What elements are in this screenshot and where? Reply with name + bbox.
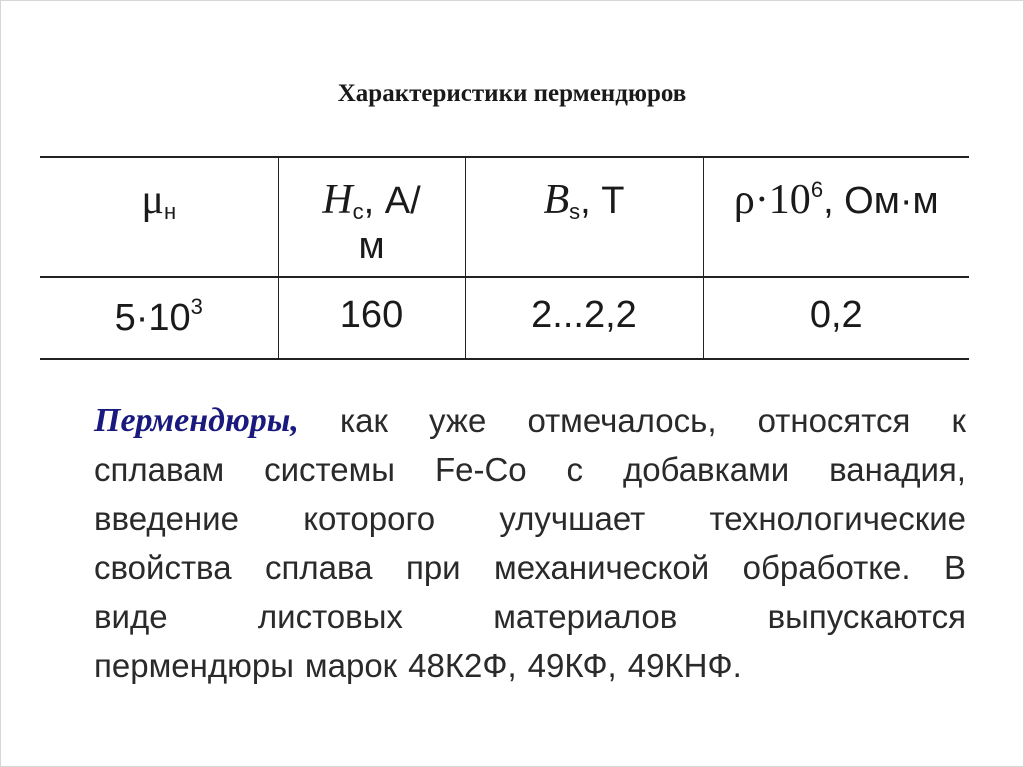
paragraph-line [94,641,966,690]
paragraph-word: выпускаются [767,598,966,635]
cell-bs: 2...2,2 [465,277,703,359]
page-title: Характеристики пермендюров [337,80,687,107]
paragraph-word: системы [264,451,396,488]
paragraph-word: 49КНФ. [627,647,742,684]
paragraph-line [94,396,966,445]
paragraph-word: сплавам [94,451,225,488]
paragraph-lead-term: Пермендюры, [94,402,299,439]
paragraph-word: относятся [757,402,911,439]
paragraph-line [94,494,966,543]
paragraph-word: технологические [709,500,966,537]
paragraph-word: сплава [265,549,373,586]
header-rho: $\rho\cdot 10^6$, Ом·м [703,157,969,277]
paragraph-word: добавками [622,451,790,488]
paragraph-word: уже [429,402,487,439]
paragraph-word: введение [94,500,239,537]
cell-hc: 160 [278,277,465,359]
paragraph-word: 48К2Ф, [408,647,517,684]
paragraph-word: Fe-Co [434,451,527,488]
paragraph-line [94,592,966,641]
paragraph-word: которого [303,500,436,537]
paragraph-word: обработке. [742,549,911,586]
paragraph-word: к [951,402,966,439]
cell-rho: 0,2 [703,277,969,359]
paragraph-word: с [566,451,584,488]
paragraph-word: ванадия, [829,451,966,488]
table-header-row [40,157,969,277]
paragraph-word: пермендюры [94,647,294,684]
paragraph-word: свойства [94,549,232,586]
header-hc: $H_c$, А/ м [278,157,465,277]
paragraph-word: марок [304,647,398,684]
paragraph-line [94,445,966,494]
properties-table [40,156,969,360]
paragraph-word: отмечалось, [527,402,717,439]
paragraph-word: листовых [257,598,403,635]
table-row [40,277,969,359]
paragraph-word: 49КФ, [527,647,617,684]
cell-mu: $5\cdot 10^3$ [40,277,278,359]
header-mu: $\mu_н$ [40,157,278,277]
paragraph-word: улучшает [499,500,646,537]
paragraph-word: В [943,549,966,586]
paragraph-line [94,543,966,592]
paragraph-word: материалов [493,598,678,635]
paragraph-word: механической [494,549,710,586]
paragraph-word: при [405,549,461,586]
paragraph-word: как [339,402,388,439]
description-paragraph [94,396,966,690]
paragraph-word: виде [94,598,168,635]
header-bs: $B_s$, Т [465,157,703,277]
